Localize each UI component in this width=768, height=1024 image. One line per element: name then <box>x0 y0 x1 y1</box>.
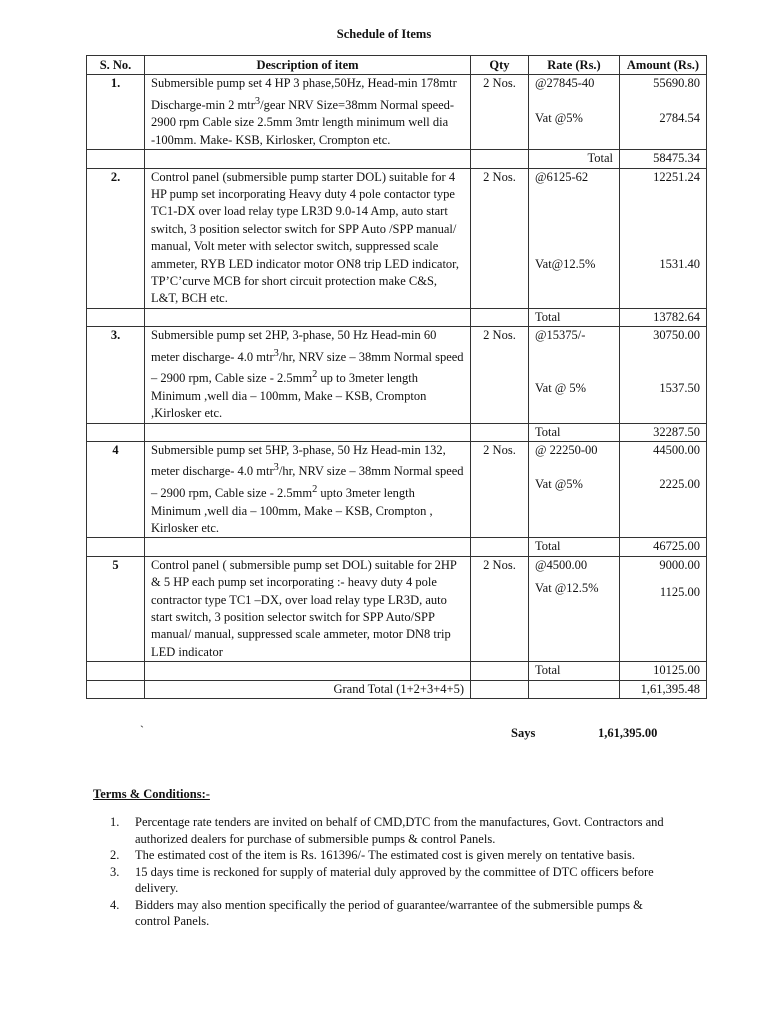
item-sno: 5 <box>87 556 145 661</box>
item-qty: 2 Nos. <box>471 327 529 423</box>
item-rate: @15375/- Vat @ 5% <box>529 327 620 423</box>
total-row <box>87 662 707 680</box>
item-description: Control panel (submersible pump starter DOL) suitable for 4 HP pump set incorporating Heavy duty 4 pole contactor type TC1-DX over load relay type LR3D 9.0-14 Amp, auto start switch, 3 position selector switch for SPP Auto /SPP manual/ manual, Volt meter with selector switch, suppressed scale ammeter, RYB LED indicator motor ON8 trip LED indicator, TP’C’curve MCB for short circuit protection make C&S, L&T, BCH etc. <box>145 168 471 308</box>
item-rate: @ 22250-00 Vat @5% <box>529 442 620 538</box>
total-label: Total <box>529 662 620 680</box>
item-row <box>87 556 707 661</box>
schedule-table <box>86 55 707 699</box>
item-description: Submersible pump set 4 HP 3 phase,50Hz, Head-min 178mtr Discharge-min 2 mtr$^3$/gear NRV Size=38mm Normal speed-2900 rpm Cable size 2.5mm 3mtr length minimum well dia -100mm. Make- KSB, Kirlosker, Crompton etc. <box>145 75 471 150</box>
item-qty: 2 Nos. <box>471 556 529 661</box>
item-amount: 55690.80 2784.54 <box>620 75 707 150</box>
grand-total-value: 1,61,395.48 <box>620 680 707 698</box>
item-sno: 2. <box>87 168 145 308</box>
stray-mark: ` <box>140 723 144 737</box>
item-amount: 12251.24 1531.40 <box>620 168 707 308</box>
grand-total-label: Grand Total (1+2+3+4+5) <box>145 680 471 698</box>
terms-list <box>110 814 670 930</box>
item-row <box>87 442 707 538</box>
item-amount: 9000.00 1125.00 <box>620 556 707 661</box>
total-row <box>87 423 707 441</box>
says-label: Says <box>511 726 536 740</box>
item-row <box>87 327 707 423</box>
item-qty: 2 Nos. <box>471 442 529 538</box>
terms-item: 2. The estimated cost of the item is Rs. 161396/- The estimated cost is given merely on tentative basis. <box>110 848 636 862</box>
item-amount: 30750.00 1537.50 <box>620 327 707 423</box>
says-value: 1,61,395.00 <box>598 726 658 740</box>
item-rate: @27845-40 Vat @5% <box>529 75 620 150</box>
header-row <box>87 56 707 75</box>
item-rate: @4500.00 Vat @12.5% <box>529 556 620 661</box>
item-description: Submersible pump set 2HP, 3-phase, 50 Hz Head-min 60 meter discharge- 4.0 mtr$^3$/hr, NRV size – 38mm Normal speed – 2900 rpm, Cable size - $2.5mm^2$ up to 3meter length Minimum ,well dia – 100mm, Make – KSB, Crompton ,Kirlosker etc. <box>145 327 471 423</box>
item-amount: 44500.00 2225.00 <box>620 442 707 538</box>
item-description: Control panel ( submersible pump set DOL) suitable for 2HP & 5 HP each pump set incorporating :- heavy duty 4 pole contractor type TC1 –DX, over load relay type LR3D, auto start switch, 3 position selector switch for SPP Auto/SPP manual/ manual, suppressed scale ammeter, motor DN8 trip LED indicator <box>145 556 471 661</box>
header-description: Description of item <box>145 56 471 75</box>
total-label: Total <box>529 150 620 168</box>
item-sno: 1. <box>87 75 145 150</box>
total-row <box>87 150 707 168</box>
total-label: Total <box>529 423 620 441</box>
terms-item: 3. 15 days time is reckoned for supply of material duly approved by the committee of DTC officers before delivery. <box>110 864 654 895</box>
total-value: 32287.50 <box>620 423 707 441</box>
header-rate: Rate (Rs.) <box>529 56 620 75</box>
header-amount: Amount (Rs.) <box>620 56 707 75</box>
total-value: 46725.00 <box>620 538 707 556</box>
header-qty: Qty <box>471 56 529 75</box>
item-row <box>87 75 707 150</box>
item-qty: 2 Nos. <box>471 75 529 150</box>
total-value: 10125.00 <box>620 662 707 680</box>
terms-item: 1. Percentage rate tenders are invited on behalf of CMD,DTC from the manufactures, Govt. Contractors and authorized dealers for purchase of submersible pumps & control Panels. <box>110 815 664 846</box>
grand-total-row <box>87 680 707 698</box>
total-value: 13782.64 <box>620 308 707 326</box>
item-sno: 3. <box>87 327 145 423</box>
item-row <box>87 168 707 308</box>
item-description: Submersible pump set 5HP, 3-phase, 50 Hz Head-min 132, meter discharge- 4.0 mtr$^3$/hr, NRV size – 38mm Normal speed – 2900 rpm, Cable size - $2.5mm^2$ upto 3meter length Minimum ,well dia – 100mm, Make – KSB, Crompton , Kirlosker etc. <box>145 442 471 538</box>
total-row <box>87 308 707 326</box>
total-label: Total <box>529 308 620 326</box>
header-sno: S. No. <box>87 56 145 75</box>
item-qty: 2 Nos. <box>471 168 529 308</box>
terms-item: 4. Bidders may also mention specifically the period of guarantee/warrantee of the submersible pumps & control Panels. <box>110 897 643 928</box>
page-title: Schedule of Items <box>336 27 432 41</box>
total-row <box>87 538 707 556</box>
terms-heading: Terms & Conditions:- <box>93 787 210 801</box>
total-label: Total <box>529 538 620 556</box>
item-sno: 4 <box>87 442 145 538</box>
item-rate: @6125-62 Vat@12.5% <box>529 168 620 308</box>
total-value: 58475.34 <box>620 150 707 168</box>
